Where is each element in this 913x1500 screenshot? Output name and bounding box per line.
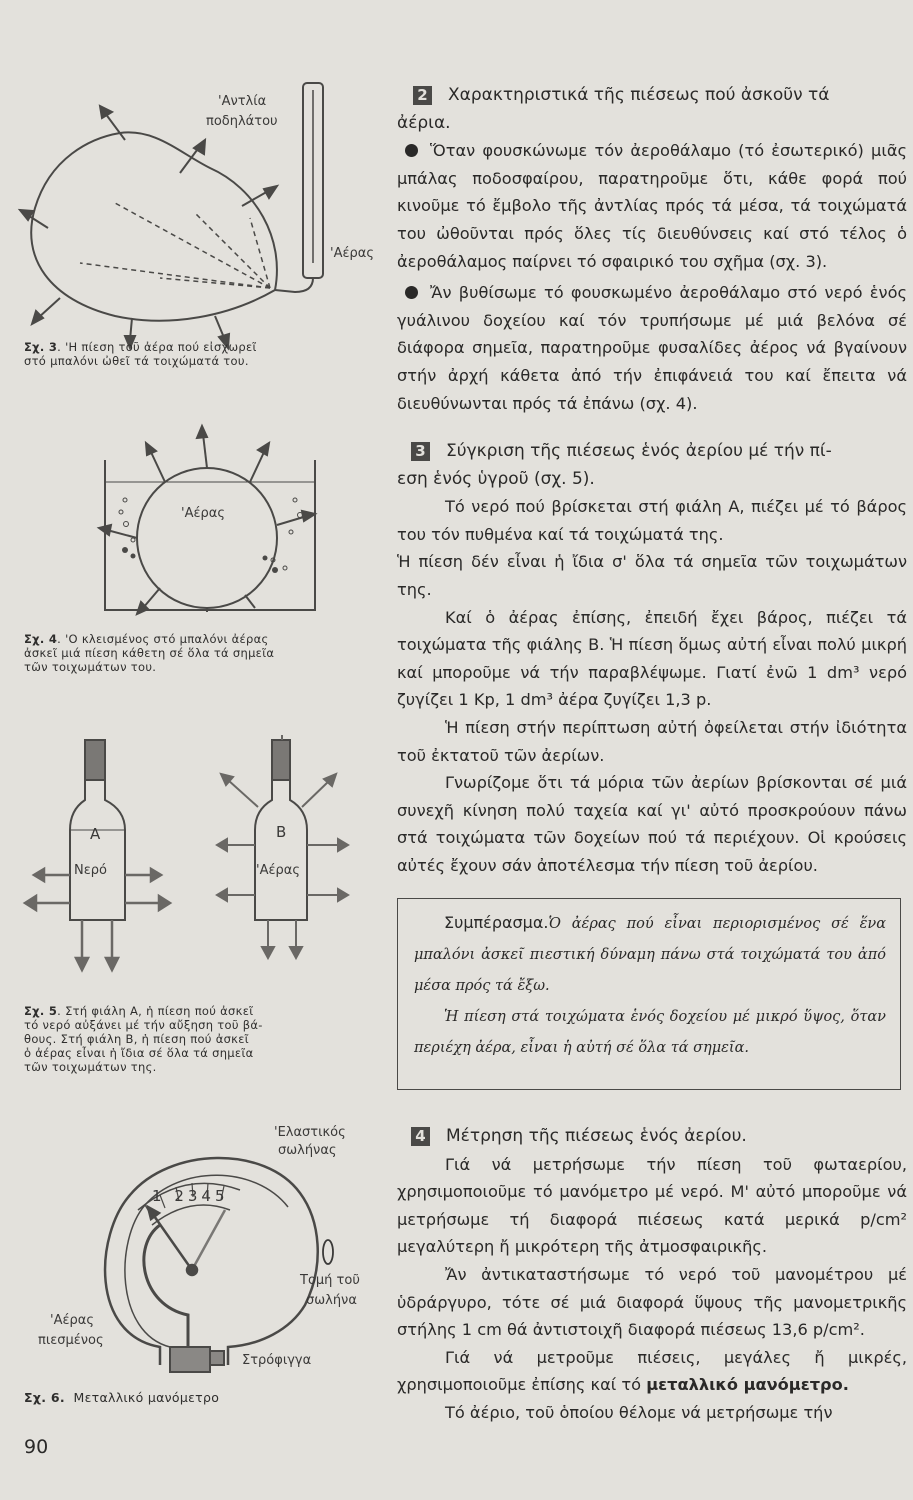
section-2-heading: [397, 82, 907, 110]
fig3-caption-num: Σχ. 3: [24, 340, 58, 354]
fig4-caption-num: Σχ. 4: [24, 632, 58, 646]
section-4-heading: [397, 1123, 907, 1151]
bottle-b-label: B: [276, 823, 287, 841]
section-3-para-5: Γνωρίζομε ὅτι τά μόρια τῶν ἀερίων βρίσκονται σέ μιά συνεχῆ κίνηση πολύ ταχεία καί γι' αὐτό προσκρούουν πάνω στά τοιχώματα τῶν δοχείων πού τά περιέχουν. Οἱ κρούσεις αὐτές ἔχουν σάν ἀποτέλεσμα τήν πίεση τοῦ ἀερίου.: [397, 773, 907, 875]
page-number: 90: [24, 1436, 49, 1458]
pump-label-2: [206, 114, 278, 129]
figure-4-caption: [24, 632, 364, 674]
section-3: [397, 438, 907, 880]
figure-6: [20, 1115, 380, 1375]
metallic-manometer-term: μεταλλικό μανόμετρο.: [646, 1375, 849, 1395]
section-4-para-2: Ἄν ἀντικαταστήσωμε τό νερό τοῦ μανομέτρου μέ ὑδράργυρο, τότε σέ μιά διαφορά ὕψους τῆς μανομετρικῆς στήλης 1 cm θά ἀντιστοιχῆ διαφορά πιέσεως 13,6 p/cm².: [397, 1264, 907, 1340]
elastic-label: 'Ελαστικός: [274, 1125, 346, 1140]
pump-label: [218, 94, 266, 109]
dial-number-1: 1: [152, 1187, 166, 1205]
dial-number-3: 3: [187, 1187, 202, 1205]
figure-3: [20, 78, 390, 378]
conclusion-text-1: Ὁ ἀέρας πού εἶναι περιορισμένος σέ ἕνα μπαλόνι ἀσκεῖ πιεστική δύναμη πάνω στά τοιχώματά του ἀπό μέσα πρός τά ἔξω.: [414, 916, 886, 994]
section-2-number: 2: [413, 86, 432, 105]
section-2-para-2: [397, 279, 907, 417]
figure-6-caption: [24, 1391, 364, 1405]
fig3-caption-line2: στό μπαλόνι ὠθεῖ τά τοιχώματά του.: [24, 354, 249, 368]
section-label-2: σωλήνα: [306, 1293, 357, 1308]
conclusion-para-1: [414, 907, 886, 1002]
fig3-caption-line1: . 'Η πίεση τοῦ ἀέρα πού εἰσχωρεῖ: [57, 340, 257, 354]
section-4: [397, 1123, 907, 1427]
section-4-para-3-text: Γιά νά μετροῦμε πιέσεις, μεγάλες ἤ μικρές, χρησιμοποιοῦμε ἐπίσης καί τό: [397, 1347, 907, 1395]
elastic-label-2: σωλήνας: [278, 1143, 337, 1158]
bottles-illustration: [20, 735, 370, 995]
fig6-caption-text: Μεταλλικό μανόμετρο: [73, 1390, 220, 1405]
fig5-caption-line1: . Στή φιάλη Α, ἡ πίεση πού ἀσκεῖ: [57, 1004, 254, 1018]
pump-label-line1: 'Αντλία: [218, 94, 267, 109]
section-4-para-1: Γιά νά μετρήσωμε τήν πίεση τοῦ φωταερίου, χρησιμοποιοῦμε τό μανόμετρο μέ νερό. Μ' αὐτό μποροῦμε νά μετρήσωμε τή διαφορά πιέσεως κατά μερικά p/cm² μεγαλύτερη ἤ μικρότερη τῆς ἀτμοσφαιρικῆς.: [397, 1154, 907, 1257]
section-label: Τομή τοῦ: [300, 1273, 360, 1288]
section-3-number: 3: [411, 442, 430, 461]
dial-number-2: 2: [174, 1187, 188, 1205]
fig3-air-label: 'Αέρας: [330, 246, 374, 261]
section-3-para-3: Καί ὁ ἀέρας ἐπίσης, ἐπειδή ἔχει βάρος, πιέζει τά τοιχώματα τῆς φιάλης Β. Ἡ πίεση ὅμως αὐτή εἶναι πολύ μικρή καί μποροῦμε νά τήν παραβλέψωμε. Γιατί ἐνῶ 1 dm³ νερό ζυγίζει 1 Kp, 1 dm³ ἀέρα ζυγίζει 1,3 p.: [397, 607, 907, 710]
section-2-para-2-text: Ἄν βυθίσωμε τό φουσκωμένο ἀεροθάλαμο στό νερό ἑνός γυάλινου δοχείου καί τόν τρυπήσωμε μέ μιά βελόνα σέ διάφορα σημεῖα, παρατηροῦμε φυσαλίδες ἀέρος νά βγαίνουν στήν ἀρχή κάθετα ἀπό τήν ἐπιφάνειά του καί ἔπειτα νά διευθύνωνται πρός τά ἐπάνω (σχ. 4).: [397, 283, 907, 413]
fig5-caption-num: Σχ. 5: [24, 1004, 58, 1018]
bottle-a-label: A: [90, 825, 101, 843]
bullet-icon: [405, 286, 418, 299]
fig4-air-label: 'Αέρας: [181, 506, 225, 521]
balloon-pump-illustration: [20, 78, 390, 378]
section-3-para-4: Ἡ πίεση στήν περίπτωση αὐτή ὀφείλεται στήν ἰδιότητα τοῦ ἐκτατοῦ τῶν ἀερίων.: [397, 717, 907, 765]
section-4-number: 4: [411, 1127, 430, 1146]
fig6-caption-num: Σχ. 6.: [24, 1390, 65, 1405]
valve-label: Στρόφιγγα: [242, 1353, 312, 1368]
section-2: [397, 82, 907, 417]
conclusion-para-2: Ἡ πίεση στά τοιχώματα ἑνός δοχείου μέ μικρό ὕψος, ὅταν περιέχη ἀέρα, εἶναι ἡ αὐτή σέ ὅλα τά σημεῖα.: [414, 1009, 886, 1056]
fig4-caption-line1: . 'Ο κλεισμένος στό μπαλόνι ἀέρας: [57, 632, 269, 646]
section-symbol: [323, 1233, 336, 1257]
section-3-title: Σύγκριση τῆς πιέσεως ἑνός ἀερίου μέ τήν πί-: [446, 441, 832, 461]
fig5-caption-line3: θους. Στή φιάλη Β, ἡ πίεση πού ἀσκεῖ: [24, 1032, 249, 1046]
dial-number-4: 4: [201, 1187, 215, 1205]
dial-number-5: 5: [214, 1187, 229, 1205]
fig5-caption-line4: ὁ ἀέρας εἶναι ἡ ἴδια σέ ὅλα τά σημεῖα: [24, 1046, 254, 1060]
section-2-title: [448, 82, 829, 110]
section-2-title-line1: Χαρακτηριστικά τῆς πιέσεως πού ἀσκοῦν τά: [448, 85, 830, 105]
section-3-para-2: Ἡ πίεση δέν εἶναι ἡ ἴδια σ' ὅλα τά σημεῖα τῶν τοιχωμάτων της.: [397, 552, 907, 599]
fig5-caption-line2: τό νερό αὐξάνει μέ τήν αὔξηση τοῦ βά-: [24, 1018, 263, 1032]
fig4-caption-line3: τῶν τοιχωμάτων του.: [24, 660, 157, 674]
fig4-caption-line2: ἀσκεῖ μιά πίεση κάθετη σέ ὅλα τά σημεῖα: [24, 646, 275, 660]
figure-3-caption: [24, 340, 364, 368]
section-3-heading: [397, 438, 907, 466]
section-3-para-1: Τό νερό πού βρίσκεται στή φιάλη Α, πιέζει μέ τό βάρος του τόν πυθμένα καί τά τοιχώματά της.: [397, 497, 907, 544]
pressed-air-label: 'Αέρας: [50, 1313, 94, 1328]
dial-numbers: [152, 1187, 229, 1205]
conclusion-box: [397, 898, 901, 1090]
water-label: Νερό: [74, 863, 107, 878]
pump-label-line2: ποδηλάτου: [206, 114, 278, 129]
section-2-title-cont: ἀέρια.: [397, 112, 451, 133]
figure-5: [20, 735, 370, 995]
fig5-caption-line5: τῶν τοιχωμάτων της.: [24, 1060, 157, 1074]
section-2-para-1-text: Ὅταν φουσκώνωμε τόν ἀεροθάλαμο (τό ἐσωτερικό) μιᾶς μπάλας ποδοσφαίρου, παρατηροῦμε ὅτι, κάθε φορά πού κινοῦμε τό ἔμβολο τῆς ἀντλίας πρός τά μέσα, τά τοιχώματά του ὠθοῦνται πρός ὅλες τίς διευθύνσεις καί στό τέλος ὁ ἀεροθάλαμος παίρνει τό σφαιρικό του σχῆμα (σχ. 3).: [397, 141, 907, 271]
figure-5-caption: [24, 1004, 364, 1074]
conclusion-heading: Συμπέρασμα.: [444, 913, 549, 932]
section-2-para-1: [397, 137, 907, 275]
fig5-air-label: 'Αέρας: [256, 863, 300, 878]
bullet-icon: [405, 144, 418, 157]
figure-4: [95, 420, 325, 620]
section-3-title-cont: εση ἑνός ὑγροῦ (σχ. 5).: [397, 468, 595, 489]
section-4-title: Μέτρηση τῆς πιέσεως ἑνός ἀερίου.: [446, 1126, 747, 1146]
section-4-para-3: [397, 1344, 907, 1399]
pressed-air-label-2: πιεσμένος: [38, 1333, 104, 1348]
section-4-para-4: Τό ἀέριο, τοῦ ὁποίου θέλομε νά μετρήσωμε τήν: [445, 1402, 833, 1422]
